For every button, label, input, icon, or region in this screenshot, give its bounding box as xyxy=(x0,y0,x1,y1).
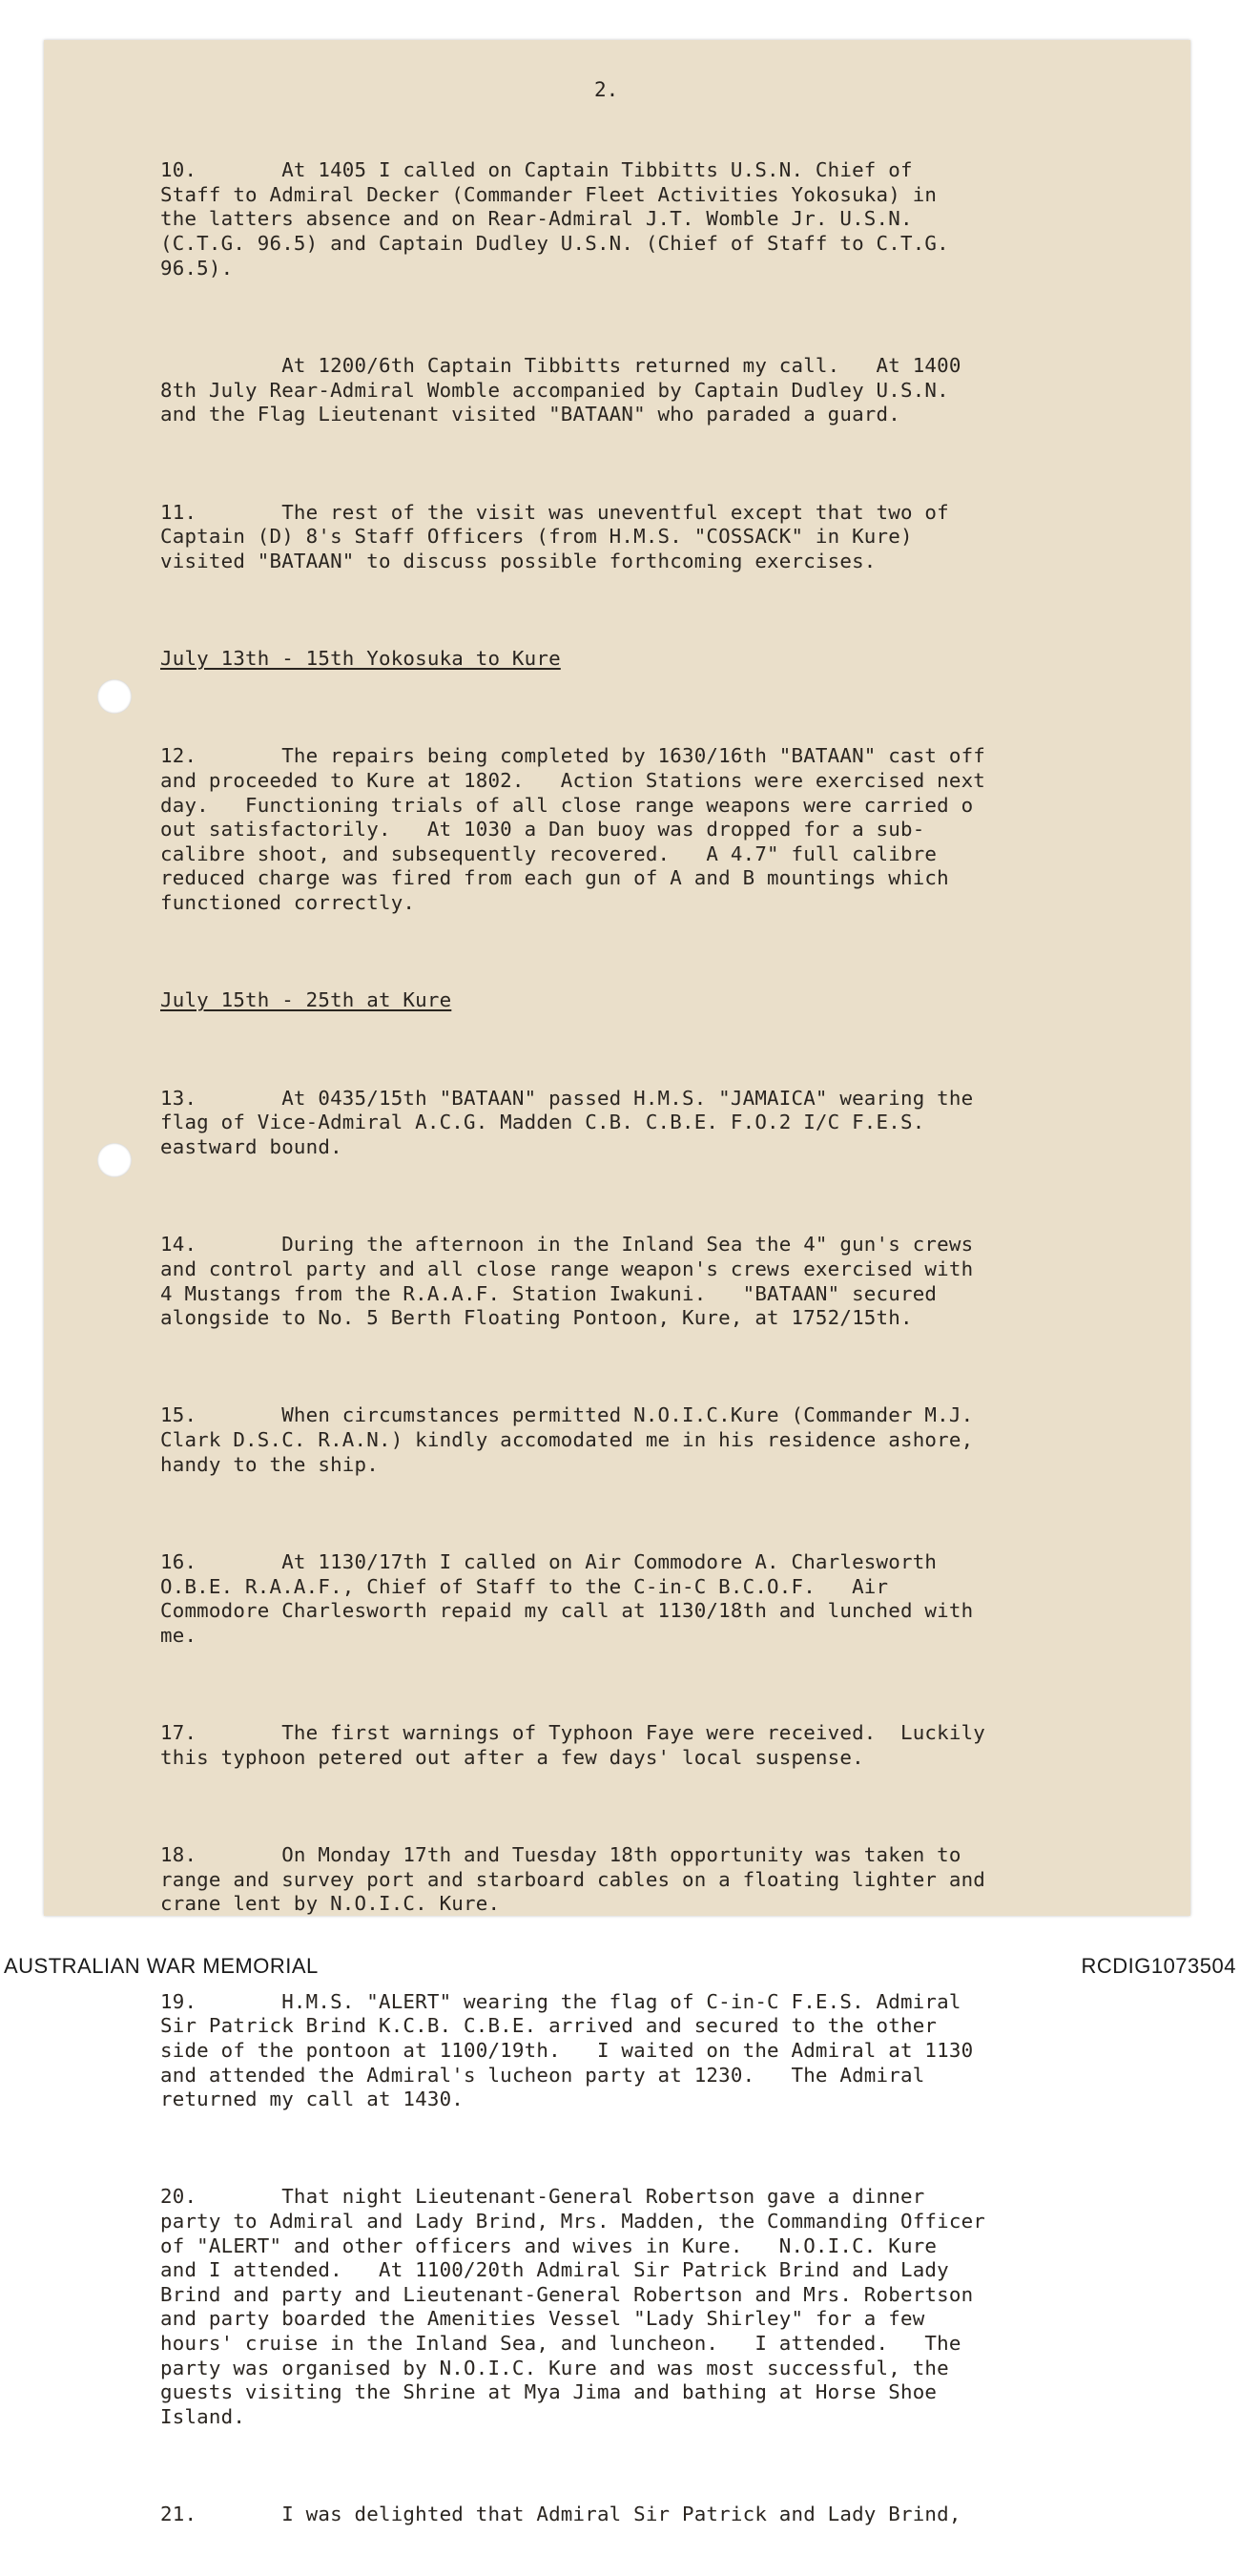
paragraph-18: 18. On Monday 17th and Tuesday 18th opportunity was taken to range and survey port and starboard cables on a floating lighter and crane lent by N.O.I.C. Kure. xyxy=(160,1843,986,1916)
paragraph-19: 19. H.M.S. "ALERT" wearing the flag of C-in-C F.E.S. Admiral Sir Patrick Brind K.C.B. C.B.E. arrived and secured to the other side of the pontoon at 1100/19th. I waited on the Admiral at 1130 and attended the Admiral's lucheon party at 1230. The Admiral returned my call at 1430. xyxy=(160,1989,974,2111)
paragraph-10: 10. At 1405 I called on Captain Tibbitts U.S.N. Chief of Staff to Admiral Decker (Commander Fleet Activities Yokosuka) in the latters absence and on Rear-Admiral J.T. Womble Jr. U.S.N. (C.T.G. 96.5) and Captain Dudley U.S.N. (Chief of Staff to C.T.G. 96.5). xyxy=(160,158,949,280)
paragraph-10-continued: At 1200/6th Captain Tibbitts returned my call. At 1400 8th July Rear-Admiral Womble accompanied by Captain Dudley U.S.N. and the Flag Lieutenant visited "BATAAN" who paraded a guard. xyxy=(160,353,961,426)
footer-archive-name: AUSTRALIAN WAR MEMORIAL xyxy=(4,1954,319,1978)
paragraph-15: 15. When circumstances permitted N.O.I.C.Kure (Commander M.J. Clark D.S.C. R.A.N.) kindly accomodated me in his residence ashore, handy to the ship. xyxy=(160,1403,974,1476)
document-body xyxy=(160,110,1143,2576)
section-heading: July 15th - 25th at Kure xyxy=(160,988,452,1012)
footer-record-id: RCDIG1073504 xyxy=(1081,1954,1236,1978)
punch-hole xyxy=(97,1143,132,1177)
punch-hole xyxy=(97,679,132,714)
paragraph-17: 17. The first warnings of Typhoon Faye were received. Luckily this typhoon petered out after a few days' local suspense. xyxy=(160,1721,986,1769)
paragraph-16: 16. At 1130/17th I called on Air Commodore A. Charlesworth O.B.E. R.A.A.F., Chief of Staff to the C-in-C B.C.O.F. Air Commodore Charlesworth repaid my call at 1130/18th and lunched with me. xyxy=(160,1550,974,1647)
section-heading: July 13th - 15th Yokosuka to Kure xyxy=(160,647,561,671)
paragraph-21: 21. I was delighted that Admiral Sir Patrick and Lady Brind, xyxy=(160,2503,961,2526)
paragraph-14: 14. During the afternoon in the Inland Sea the 4" gun's crews and control party and all close range weapon's crews exercised with 4 Mustangs from the R.A.A.F. Station Iwakuni. "BATAAN" secured alongside to No. 5 Berth Floating Pontoon, Kure, at 1752/15th. xyxy=(160,1233,974,1330)
paragraph-12: 12. The repairs being completed by 1630/16th "BATAAN" cast off and proceeded to Kure at 1802. Action Stations were exercised next day. Functioning trials of all close range weapons were carried o out satisfactorily. At 1030 a Dan buoy was dropped for a sub- calibre shoot, and subsequently recovered. A 4.7" full calibre reduced charge was fired from each gun of A and B mountings which functioned correctly. xyxy=(160,744,986,914)
page-number: 2. xyxy=(594,78,619,101)
paragraph-20: 20. That night Lieutenant-General Robertson gave a dinner party to Admiral and Lady Brind, Mrs. Madden, the Commanding Officer of "ALERT" and other officers and wives in Kure. N.O.I.C. Kure and I attended. At 1100/20th Admiral Sir Patrick Brind and Lady Brind and party and Lieutenant-General Robertson and Mrs. Robertson and party boarded the Amenities Vessel "Lady Shirley" for a few hours' cruise in the Inland Sea, and luncheon. I attended. The party was organised by N.O.I.C. Kure and was most successful, the guests visiting the Shrine at Mya Jima and bathing at Horse Shoe Island. xyxy=(160,2185,986,2428)
paragraph-11: 11. The rest of the visit was uneventful except that two of Captain (D) 8's Staff Officers (from H.M.S. "COSSACK" in Kure) visited "BATAAN" to discuss possible forthcoming exercises. xyxy=(160,500,949,572)
paragraph-13: 13. At 0435/15th "BATAAN" passed H.M.S. "JAMAICA" wearing the flag of Vice-Admiral A.C.G. Madden C.B. C.B.E. F.O.2 I/C F.E.S. eastward bound. xyxy=(160,1086,974,1158)
